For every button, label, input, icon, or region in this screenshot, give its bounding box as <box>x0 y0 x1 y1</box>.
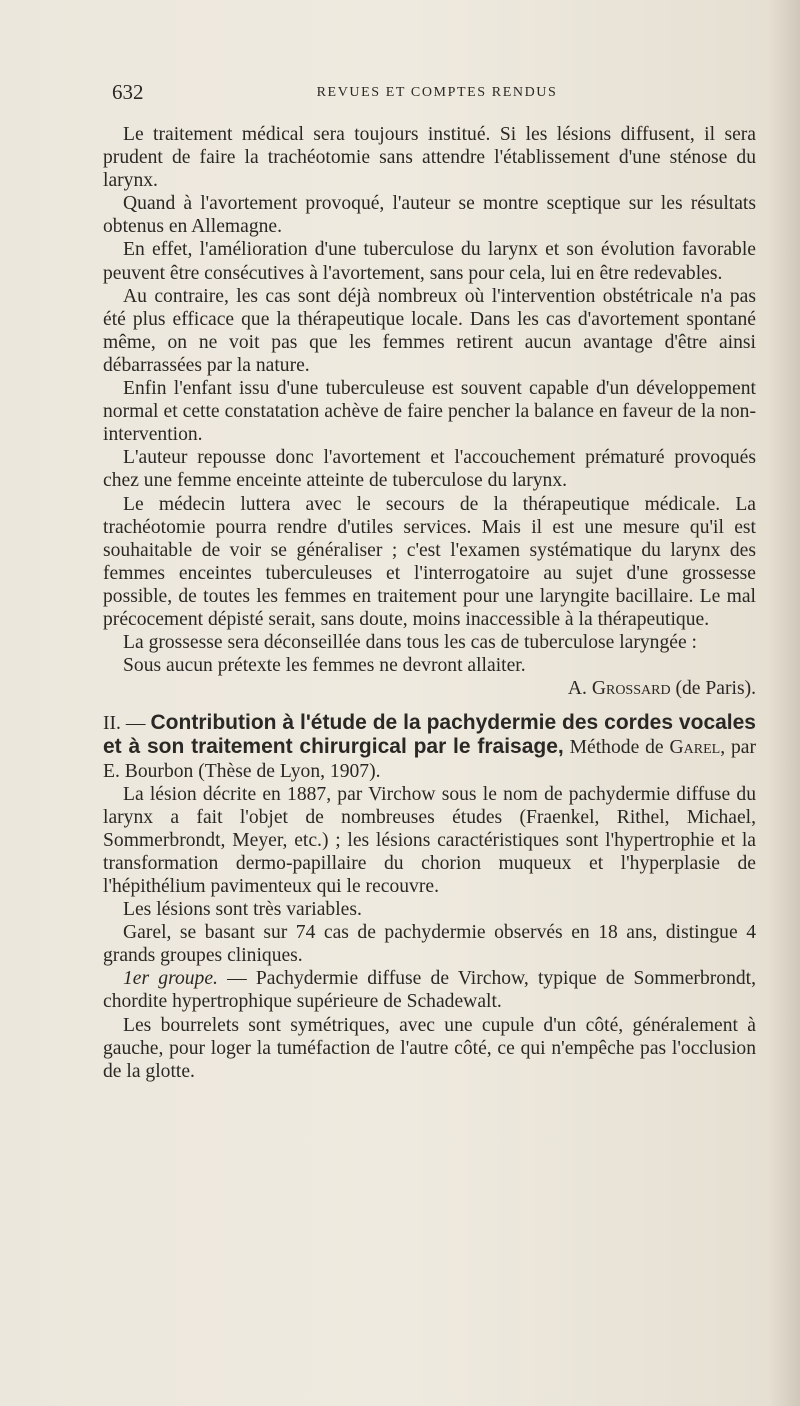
body-text <box>103 123 756 1083</box>
group-text: — Pachydermie diffuse de Virchow, typique de Sommerbrondt, chordite hypertrophique supérieure de Schadewalt. <box>103 968 757 1013</box>
paragraph: Garel, se basant sur 74 cas de pachydermie observés en 18 ans, distingue 4 grands groupes cliniques. <box>103 922 756 967</box>
paragraph: Le traitement médical sera toujours institué. Si les lésions diffusent, il sera prudent de faire la trachéotomie sans attendre l'établissement d'une sténose du larynx. <box>103 124 756 192</box>
page-number: 632 <box>112 80 144 104</box>
paragraph: Les bourrelets sont symétriques, avec une cupule d'un côté, généralement à gauche, pour loger la tuméfaction de l'autre côté, ce qui n'empêche pas l'occlusion de la glotte. <box>103 1014 756 1082</box>
signature-initial: A. <box>567 678 587 700</box>
review-signature <box>103 677 756 700</box>
review-title: Contribution à l'étude de la pachydermie des cordes vocales et à son traitement chirurgical par le fraisage, <box>103 711 756 759</box>
running-head: REVUES ET COMPTES RENDUS <box>316 85 558 100</box>
review-citation: , par E. Bourbon (Thèse de Lyon, 1907). <box>103 737 756 782</box>
signature-name: Grossard <box>591 678 671 700</box>
paragraph: Le médecin luttera avec le secours de la thérapeutique médicale. La trachéotomie pourra rendre d'utiles services. Mais il est une mesure qu'il est souhaitable de voir se généraliser ; c'est l'examen systématique du larynx des femmes enceintes tuberculeuses et l'interrogatoire au sujet d'une grossesse possible, de toutes les femmes en traitement pour une laryngite bacillaire. Le mal précocement dépisté serait, sans doute, moins inaccessible à la thérapeutique. <box>103 493 756 630</box>
paragraph: Quand à l'avortement provoqué, l'auteur se montre sceptique sur les résultats obtenus en Allemagne. <box>103 193 756 238</box>
paragraph: Au contraire, les cas sont déjà nombreux où l'intervention obstétricale n'a pas été plus efficace que la thérapeutique locale. Dans les cas d'avortement spontané même, on ne voit pas que les femmes retirent aucun avantage d'être ainsi débarrassées par la nature. <box>103 285 756 376</box>
page-header <box>112 80 762 110</box>
paragraph: L'auteur repousse donc l'avortement et l'accouchement prématuré provoqués chez une femme enceinte atteinte de tuberculose du larynx. <box>103 447 756 492</box>
group-label: 1er groupe. <box>123 968 218 990</box>
paragraph: Enfin l'enfant issu d'une tuberculeuse est souvent capable d'un développement normal et cette constatation achève de faire pencher la balance en faveur de la non-intervention. <box>103 378 756 446</box>
paragraph: La grossesse sera déconseillée dans tous les cas de tuberculose laryngée : <box>123 632 697 654</box>
review-number: II. — <box>103 713 146 735</box>
signature-place: (de Paris). <box>675 678 756 700</box>
method-author: Garel <box>669 737 721 759</box>
review-heading <box>103 711 756 782</box>
paragraph <box>103 967 756 1013</box>
paragraph: Les lésions sont très variables. <box>123 899 362 921</box>
paragraph: En effet, l'amélioration d'une tuberculose du larynx et son évolution favorable peuvent être consécutives à l'avortement, sans pour cela, lui en être redevables. <box>103 239 756 284</box>
paragraph: La lésion décrite en 1887, par Virchow sous le nom de pachydermie diffuse du larynx a fait l'objet de nombreuses études (Fraenkel, Rithel, Michael, Sommerbrondt, Meyer, etc.) ; les lésions caractéristiques sont l'hypertrophie et la transformation dermo-papillaire du chorion muqueux et l'hyperplasie de l'hépithélium pavimenteux qui le recouvre. <box>103 783 756 897</box>
method-prefix: Méthode de <box>569 737 664 759</box>
paragraph: Sous aucun prétexte les femmes ne devront allaiter. <box>123 655 526 677</box>
